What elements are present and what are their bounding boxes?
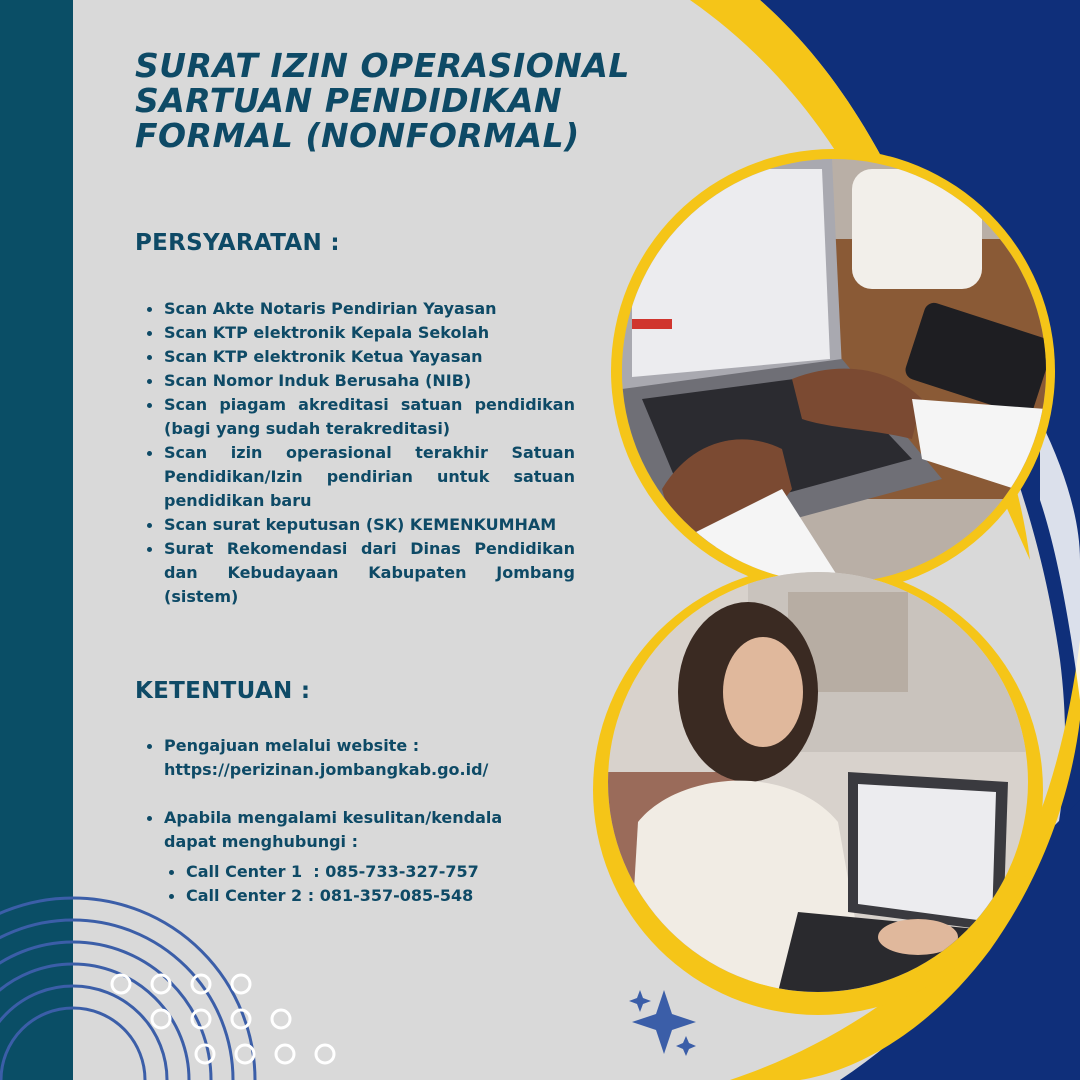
call-center-list bbox=[157, 860, 517, 908]
persyaratan-item: Surat Rekomendasi dari Dinas Pendidikan dan Kebudayaan Kabupaten Jombang (sistem) bbox=[135, 537, 575, 609]
photo-woman-laptop bbox=[608, 572, 1028, 992]
page-title-line-2: SARTUAN PENDIDIKAN bbox=[135, 81, 563, 120]
persyaratan-heading: PERSYARATAN : bbox=[135, 230, 340, 256]
sparkle-icon bbox=[629, 990, 696, 1056]
call-center-1: Call Center 1 : 085-733-327-757 bbox=[157, 860, 517, 884]
persyaratan-item: Scan Akte Notaris Pendirian Yayasan bbox=[135, 297, 575, 321]
page-title bbox=[135, 48, 695, 153]
persyaratan-item: Scan Nomor Induk Berusaha (NIB) bbox=[135, 369, 575, 393]
persyaratan-item: Scan izin operasional terakhir Satuan Pendidikan/Izin pendirian untuk satuan pendidikan baru bbox=[135, 441, 575, 513]
ketentuan-item-contact: Apabila mengalami kesulitan/kendala dapat menghubungi : bbox=[135, 806, 535, 854]
photo-laptop-typing bbox=[622, 159, 1046, 583]
persyaratan-item: Scan surat keputusan (SK) KEMENKUMHAM bbox=[135, 513, 575, 537]
persyaratan-item: Scan KTP elektronik Kepala Sekolah bbox=[135, 321, 575, 345]
page-title-line-1: SURAT IZIN OPERASIONAL bbox=[135, 46, 630, 85]
ketentuan-item-website: Pengajuan melalui website : https://perizinan.jombangkab.go.id/ bbox=[135, 734, 505, 782]
page-title-line-3: FORMAL (NONFORMAL) bbox=[135, 116, 580, 155]
ketentuan-list-contact bbox=[135, 806, 535, 854]
ketentuan-heading: KETENTUAN : bbox=[135, 678, 311, 704]
ketentuan-list-website bbox=[135, 734, 505, 782]
persyaratan-item: Scan KTP elektronik Ketua Yayasan bbox=[135, 345, 575, 369]
persyaratan-list bbox=[135, 297, 575, 609]
call-center-2: Call Center 2 : 081-357-085-548 bbox=[157, 884, 517, 908]
persyaratan-item: Scan piagam akreditasi satuan pendidikan (bagi yang sudah terakreditasi) bbox=[135, 393, 575, 441]
